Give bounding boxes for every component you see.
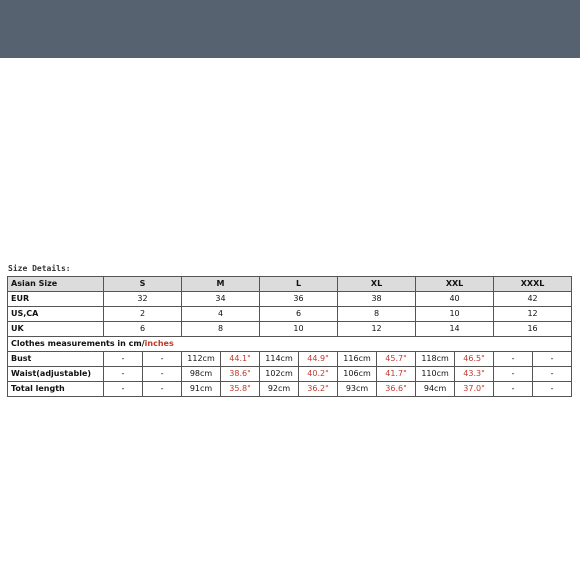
conversion-row-eur — [8, 292, 572, 307]
table-cell: - — [533, 367, 572, 382]
size-chart-table — [7, 276, 572, 397]
row-label: US,CA — [8, 307, 104, 322]
table-cell: 110cm — [416, 367, 455, 382]
table-cell: - — [494, 382, 533, 397]
table-cell: 2 — [104, 307, 182, 322]
table-cell: 118cm — [416, 352, 455, 367]
table-cell: 45.7" — [377, 352, 416, 367]
table-cell: 6 — [104, 322, 182, 337]
table-cell: 44.1" — [221, 352, 260, 367]
table-cell: 94cm — [416, 382, 455, 397]
table-cell: 36.2" — [299, 382, 338, 397]
table-cell: 42 — [494, 292, 572, 307]
header-band — [0, 0, 580, 58]
table-cell: 44.9" — [299, 352, 338, 367]
table-cell: 41.7" — [377, 367, 416, 382]
measurements-heading-inches: inches — [144, 339, 174, 348]
table-cell: - — [104, 352, 143, 367]
table-cell: 34 — [182, 292, 260, 307]
table-cell: 92cm — [260, 382, 299, 397]
measurement-row-waist — [8, 367, 572, 382]
table-cell: 8 — [182, 322, 260, 337]
size-header-m: M — [182, 277, 260, 292]
table-cell: - — [143, 352, 182, 367]
measurements-heading — [8, 337, 572, 352]
row-label: Waist(adjustable) — [8, 367, 104, 382]
row-label: EUR — [8, 292, 104, 307]
table-cell: 46.5" — [455, 352, 494, 367]
table-cell: 16 — [494, 322, 572, 337]
table-cell: - — [533, 352, 572, 367]
table-cell: - — [143, 382, 182, 397]
size-header-xxxl: XXXL — [494, 277, 572, 292]
size-header-l: L — [260, 277, 338, 292]
table-cell: 36 — [260, 292, 338, 307]
measurement-row-total-length — [8, 382, 572, 397]
table-cell: - — [104, 382, 143, 397]
table-cell: 102cm — [260, 367, 299, 382]
asian-size-label: Asian Size — [8, 277, 104, 292]
row-label: Bust — [8, 352, 104, 367]
measurements-heading-prefix: Clothes measurements in cm/ — [11, 339, 145, 348]
table-cell: 8 — [338, 307, 416, 322]
table-cell: 14 — [416, 322, 494, 337]
size-header-row — [8, 277, 572, 292]
table-cell: - — [104, 367, 143, 382]
size-header-s: S — [104, 277, 182, 292]
table-cell: 106cm — [338, 367, 377, 382]
measurement-row-bust — [8, 352, 572, 367]
table-cell: - — [143, 367, 182, 382]
table-cell: 38.6" — [221, 367, 260, 382]
table-cell: 40.2" — [299, 367, 338, 382]
table-cell: 12 — [338, 322, 416, 337]
conversion-row-us-ca — [8, 307, 572, 322]
table-cell: 114cm — [260, 352, 299, 367]
table-cell: 93cm — [338, 382, 377, 397]
table-cell: 6 — [260, 307, 338, 322]
table-cell: 43.3" — [455, 367, 494, 382]
row-label: UK — [8, 322, 104, 337]
size-header-xxl: XXL — [416, 277, 494, 292]
table-cell: 37.0" — [455, 382, 494, 397]
table-cell: 112cm — [182, 352, 221, 367]
table-cell: 40 — [416, 292, 494, 307]
table-cell: - — [494, 352, 533, 367]
table-cell: 35.8" — [221, 382, 260, 397]
table-cell: 10 — [260, 322, 338, 337]
size-header-xl: XL — [338, 277, 416, 292]
table-cell: 116cm — [338, 352, 377, 367]
table-cell: 12 — [494, 307, 572, 322]
table-cell: 38 — [338, 292, 416, 307]
table-cell: - — [533, 382, 572, 397]
table-cell: - — [494, 367, 533, 382]
conversion-row-uk — [8, 322, 572, 337]
table-cell: 10 — [416, 307, 494, 322]
size-chart-body — [8, 277, 572, 397]
table-cell: 32 — [104, 292, 182, 307]
row-label: Total length — [8, 382, 104, 397]
table-cell: 36.6" — [377, 382, 416, 397]
table-cell: 4 — [182, 307, 260, 322]
measurements-heading-row — [8, 337, 572, 352]
table-cell: 98cm — [182, 367, 221, 382]
table-cell: 91cm — [182, 382, 221, 397]
size-details-title: Size Details: — [8, 264, 71, 273]
